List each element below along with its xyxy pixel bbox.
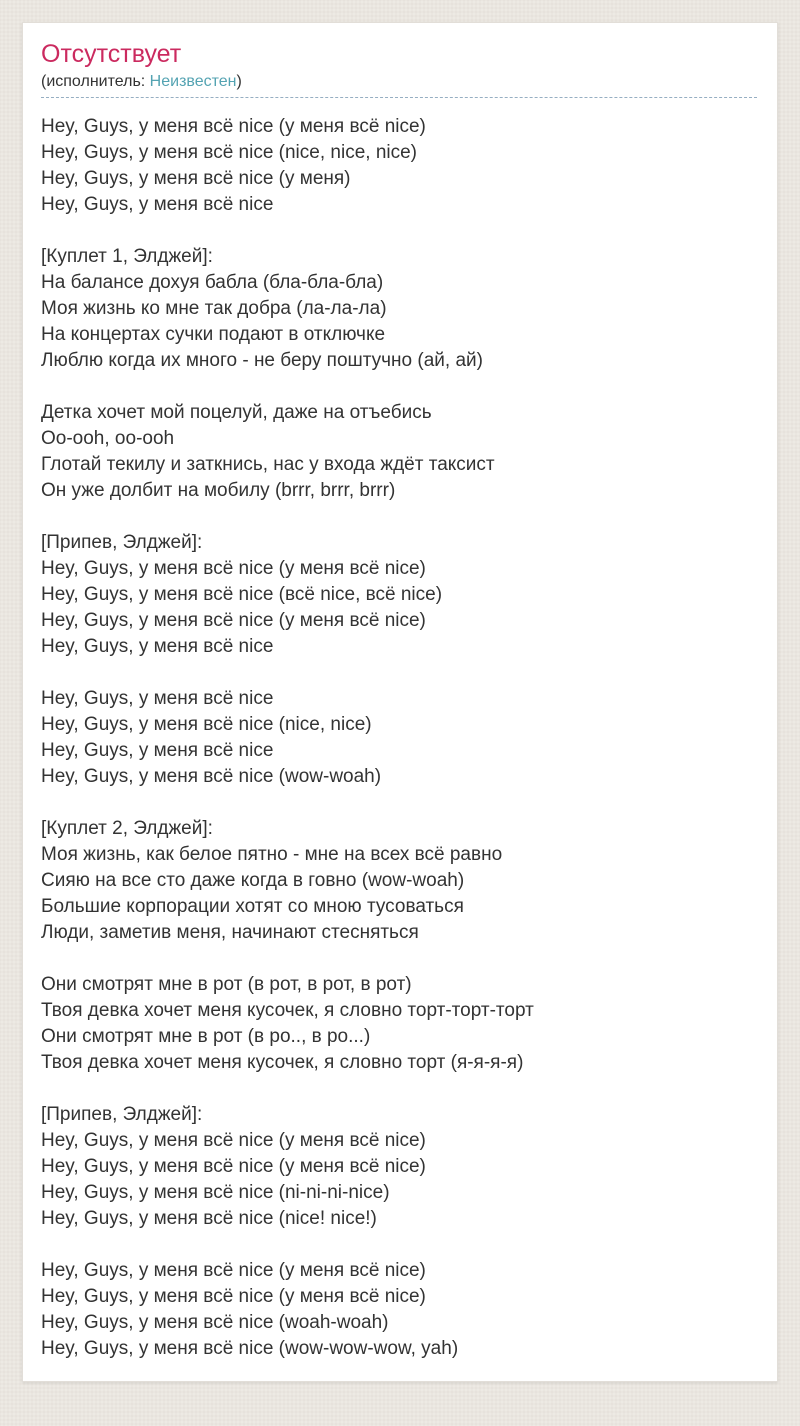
lyric-line: Hey, Guys, у меня всё nice (у меня всё nice) [41, 1260, 426, 1281]
lyric-line: [Припев, Элджей]: [41, 532, 203, 553]
lyric-line: Твоя девка хочет меня кусочек, я словно торт-торт-торт [41, 1000, 534, 1021]
artist-suffix: ) [236, 73, 242, 90]
lyric-line: Глотай текилу и заткнись, нас у входа ждёт таксист [41, 454, 495, 475]
lyric-line: Моя жизнь, как белое пятно - мне на всех всё равно [41, 844, 503, 865]
lyric-line: Они смотрят мне в рот (в рот, в рот, в рот) [41, 974, 412, 995]
stanza [41, 244, 757, 374]
lyric-line: Люди, заметив меня, начинают стесняться [41, 922, 419, 943]
lyric-line: Hey, Guys, у меня всё nice [41, 688, 274, 709]
lyric-line: Hey, Guys, у меня всё nice (у меня) [41, 168, 351, 189]
stanza [41, 686, 757, 790]
lyric-line: Hey, Guys, у меня всё nice (у меня всё nice) [41, 116, 426, 137]
lyric-line: Он уже долбит на мобилу (brrr, brrr, brrr) [41, 480, 396, 501]
lyric-line: Твоя девка хочет меня кусочек, я словно торт (я-я-я-я) [41, 1052, 524, 1073]
lyric-line: Oo-ooh, oo-ooh [41, 428, 175, 449]
lyric-line: Hey, Guys, у меня всё nice (woah-woah) [41, 1312, 389, 1333]
lyric-line: Hey, Guys, у меня всё nice (wow-wow-wow, yah) [41, 1338, 459, 1359]
stanza [41, 400, 757, 504]
artist-line [41, 71, 757, 97]
artist-label: (исполнитель: [41, 73, 150, 90]
lyric-line: Hey, Guys, у меня всё nice (nice, nice) [41, 714, 372, 735]
lyric-line: Большие корпорации хотят со мною тусоваться [41, 896, 464, 917]
lyric-line: Hey, Guys, у меня всё nice [41, 740, 274, 761]
lyric-line: Люблю когда их много - не беру поштучно (ай, ай) [41, 350, 483, 371]
lyric-line: Hey, Guys, у меня всё nice (у меня всё nice) [41, 1156, 426, 1177]
lyric-line: Hey, Guys, у меня всё nice (у меня всё nice) [41, 610, 426, 631]
lyric-line: Hey, Guys, у меня всё nice (у меня всё nice) [41, 558, 426, 579]
lyric-line: Hey, Guys, у меня всё nice (всё nice, всё nice) [41, 584, 443, 605]
lyric-line: [Куплет 2, Элджей]: [41, 818, 213, 839]
lyric-line: На балансе дохуя бабла (бла-бла-бла) [41, 272, 384, 293]
stanza [41, 530, 757, 660]
lyric-line: Hey, Guys, у меня всё nice [41, 194, 274, 215]
stanza [41, 972, 757, 1076]
header-divider [41, 97, 757, 98]
stanza [41, 114, 757, 218]
lyric-line: Сияю на все сто даже когда в говно (wow-woah) [41, 870, 465, 891]
lyric-line: Hey, Guys, у меня всё nice (wow-woah) [41, 766, 382, 787]
lyric-line: Они смотрят мне в рот (в ро.., в ро...) [41, 1026, 371, 1047]
content-card [22, 22, 778, 1382]
lyric-line: Hey, Guys, у меня всё nice (ni-ni-ni-nice) [41, 1182, 390, 1203]
lyric-line: Hey, Guys, у меня всё nice (nice! nice!) [41, 1208, 377, 1229]
lyric-line: Hey, Guys, у меня всё nice [41, 636, 274, 657]
stanza [41, 1102, 757, 1232]
artist-link[interactable]: Неизвестен [149, 73, 237, 90]
page-background [0, 22, 800, 1426]
lyric-line: Hey, Guys, у меня всё nice (у меня всё nice) [41, 1286, 426, 1307]
lyrics-text [41, 114, 757, 1362]
lyric-line: Детка хочет мой поцелуй, даже на отъебись [41, 402, 432, 423]
lyric-line: [Припев, Элджей]: [41, 1104, 203, 1125]
stanza [41, 816, 757, 946]
lyric-line: На концертах сучки подают в отключке [41, 324, 386, 345]
lyric-line: Hey, Guys, у меня всё nice (у меня всё nice) [41, 1130, 426, 1151]
lyric-line: Hey, Guys, у меня всё nice (nice, nice, nice) [41, 142, 418, 163]
lyric-line: [Куплет 1, Элджей]: [41, 246, 213, 267]
lyric-line: Моя жизнь ко мне так добра (ла-ла-ла) [41, 298, 387, 319]
page-title: Отсутствует [41, 40, 182, 68]
stanza [41, 1258, 757, 1362]
